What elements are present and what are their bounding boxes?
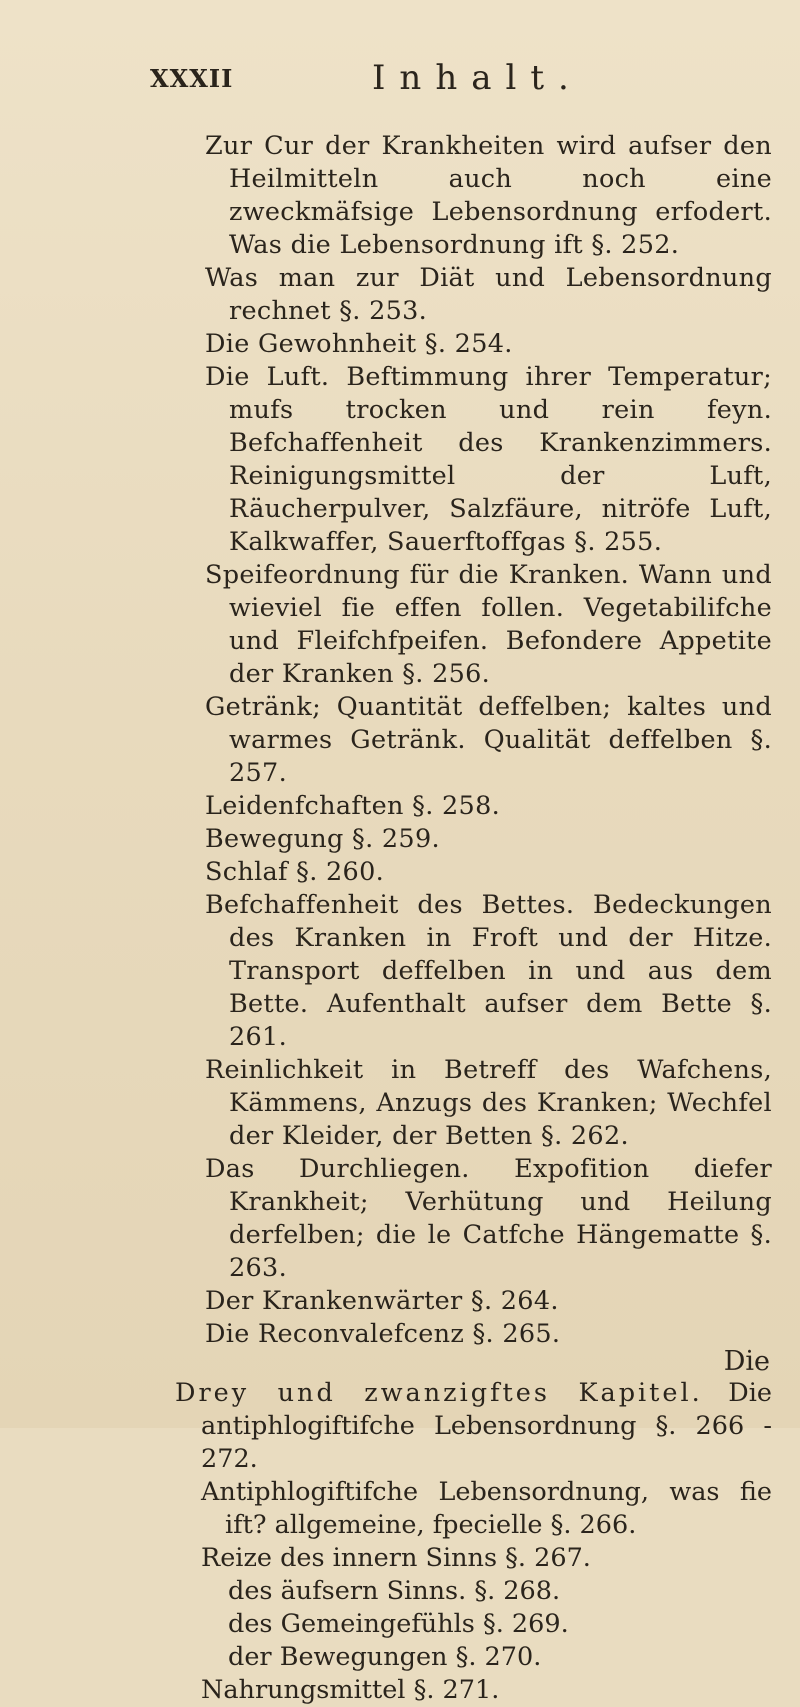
running-head <box>150 58 760 102</box>
page-number: XXXII <box>150 64 234 93</box>
catchword: Die <box>723 1346 770 1377</box>
toc-entry-260: Schlaf §. 260. <box>205 857 385 887</box>
toc-entry-253: Was man zur Diät und Lebensordnung rechnet §. 253. <box>205 263 772 326</box>
toc-entry-256: Speifeordnung für die Kranken. Wann und wieviel fie effen follen. Vegetabilifche und Fleifchfpeifen. Befondere Appetite der Kranken §. 256. <box>205 560 772 689</box>
toc-entry-263: Das Durchliegen. Expofition diefer Krankheit; Verhütung und Heilung derfelben; die le Catfche Hängematte §. 263. <box>205 1154 772 1283</box>
toc-entry-258: Leidenfchaften §. 258. <box>205 791 501 821</box>
toc-entry-255: Die Luft. Beftimmung ihrer Temperatur; mufs trocken und rein feyn. Befchaffenheit des Krankenzimmers. Reinigungsmittel der Luft, Räucherpulver, Salzfäure, nitröfe Luft, Kalkwaffer, Sauerftoffgas §. 255. <box>205 362 772 557</box>
chapter-summary: Die antiphlogiftifche Lebensordnung §. 266 - 272. <box>201 1378 772 1474</box>
toc-entry-252: Zur Cur der Krankheiten wird aufser den Heilmitteln auch noch eine zweckmäfsige Lebensordnung erfodert. Was die Lebensordnung ift §. 252. <box>205 131 772 260</box>
toc-entry-268: des äufsern Sinns. §. 268. <box>228 1576 561 1606</box>
toc-entry-257: Getränk; Quantität deffelben; kaltes und warmes Getränk. Qualität deffelben §. 257. <box>205 692 772 788</box>
toc-entry-262: Reinlichkeit in Betreff des Wafchens, Kämmens, Anzugs des Kranken; Wechfel der Kleider, der Betten §. 262. <box>205 1055 772 1151</box>
toc-entry-271: Nahrungsmittel §. 271. <box>201 1675 500 1705</box>
chapter-23 <box>175 1377 772 1476</box>
table-of-contents <box>0 130 800 1707</box>
toc-entry-261: Befchaffenheit des Bettes. Bedeckungen des Kranken in Froft und der Hitze. Transport deffelben in und aus dem Bette. Aufenthalt aufser dem Bette §. 261. <box>205 890 772 1052</box>
toc-entry-270: der Bewegungen §. 270. <box>228 1642 542 1672</box>
toc-entry-254: Die Gewohnheit §. 254. <box>205 329 513 359</box>
toc-entry-266: Antiphlogiftifche Lebensordnung, was fie ift? allgemeine, fpecielle §. 266. <box>201 1477 772 1540</box>
toc-entry-265: Die Reconvalefcenz §. 265. <box>205 1319 561 1349</box>
toc-entry-259: Bewegung §. 259. <box>205 824 440 854</box>
toc-entry-267: Reize des innern Sinns §. 267. <box>201 1543 591 1573</box>
page-title: Inhalt. <box>372 58 583 98</box>
toc-entry-269: des Gemeingefühls §. 269. <box>228 1609 569 1639</box>
toc-entry-264: Der Krankenwärter §. 264. <box>205 1286 559 1316</box>
chapter-heading: Drey und zwanzigftes Kapitel. <box>175 1378 703 1408</box>
